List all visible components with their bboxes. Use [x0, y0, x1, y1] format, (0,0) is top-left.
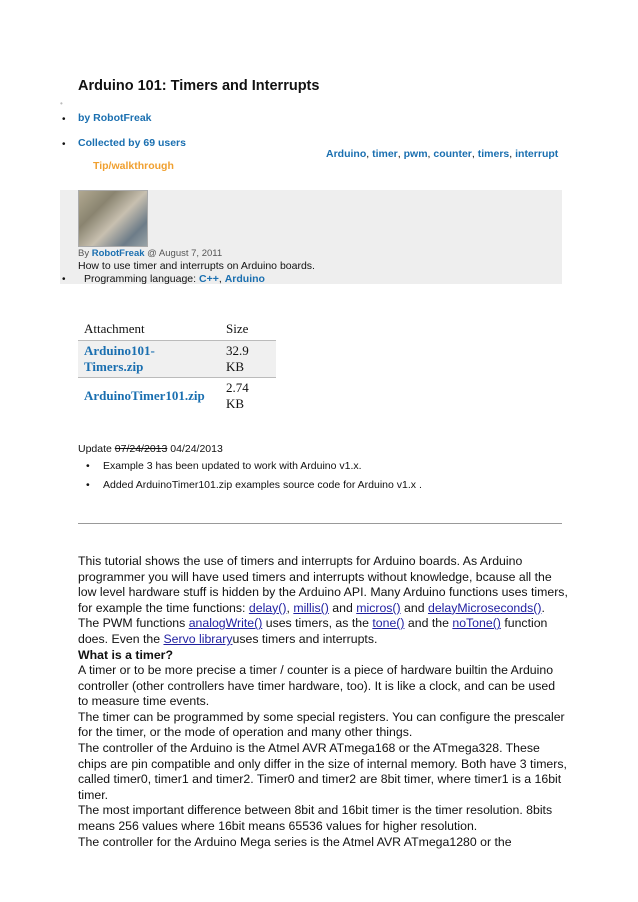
attachment-link[interactable]: ArduinoTimer101.zip	[84, 388, 205, 403]
byline: By RobotFreak @ August 7, 2011	[78, 248, 223, 259]
bullet-icon: •	[62, 274, 66, 285]
thumbnail-image[interactable]	[78, 190, 148, 247]
tone-link[interactable]: tone()	[372, 616, 405, 631]
byline-author-link[interactable]: RobotFreak	[91, 248, 145, 259]
millis-link[interactable]: millis()	[293, 600, 329, 615]
tag-link[interactable]: Arduino	[326, 148, 367, 160]
old-date: 07/24/2013	[114, 443, 168, 455]
list-item: • Example 3 has been updated to work with Arduino v1.x.	[78, 460, 422, 479]
tag-link[interactable]: counter	[433, 148, 472, 160]
attachments-table	[78, 318, 276, 414]
new-date: 04/24/2013	[170, 443, 223, 455]
bullet-icon: •	[60, 99, 63, 108]
divider	[78, 523, 562, 524]
notone-link[interactable]: noTone()	[452, 616, 501, 631]
programming-language: Programming language: C++, Arduino	[84, 273, 265, 285]
section-body: A timer or to be more precise a timer / counter is a piece of hardware builtin the Arduino controller (other controllers have timer hardware, too). It is like a clock, and can be used to measure time events. The timer can be programmed by some special registers. You can configure the prescaler for the timer, or the mode of operation and many other things. The controller of the Arduino is the Atmel AVR ATmega168 or the ATmega328. These chips are pin compatible and only differ in the size of internal memory. Both have 3 timers, called timer0, timer1 and timer2. Timer0 and timer2 are 8bit timer, where timer1 is a 16bit timer. The most important difference between 8bit and 16bit timer is the timer resolution. 8bits means 256 values where 16bit means 65536 values for higher resolution. The controller for the Arduino Mega series is the Atmel AVR ATmega1280 or the	[78, 663, 567, 849]
tag-link[interactable]: interrupt	[515, 148, 559, 160]
language-link[interactable]: Arduino	[224, 273, 265, 285]
page-title: Arduino 101: Timers and Interrupts	[78, 78, 320, 94]
delay-link[interactable]: delay()	[248, 600, 287, 615]
section-heading: What is a timer?	[78, 648, 173, 662]
category-link[interactable]: Tip/walkthrough	[93, 160, 174, 172]
update-line: Update 07/24/2013 04/24/2013	[78, 443, 223, 455]
column-header-size: Size	[226, 321, 249, 336]
language-link[interactable]: C++	[199, 273, 219, 285]
column-header-attachment: Attachment	[84, 321, 145, 336]
collected-by-link[interactable]: Collected by 69 users	[78, 137, 186, 149]
attachment-size: 2.74 KB	[220, 378, 276, 415]
delay-microseconds-link[interactable]: delayMicroseconds()	[428, 600, 542, 615]
analogwrite-link[interactable]: analogWrite()	[188, 616, 263, 631]
tag-link[interactable]: timers	[477, 148, 510, 160]
micros-link[interactable]: micros()	[356, 600, 401, 615]
attachment-size: 32.9 KB	[220, 341, 276, 378]
list-item: • Added ArduinoTimer101.zip examples source code for Arduino v1.x .	[78, 479, 422, 498]
servo-library-link[interactable]: Servo library	[163, 631, 233, 646]
table-row	[78, 378, 276, 415]
tag-link[interactable]: pwm	[403, 148, 428, 160]
intro-paragraph: This tutorial shows the use of timers and interrupts for Arduino boards. As Arduino programmer you will have used timers and interrupts without knowledge, bcause all the low level hardware stuff is hidden by the Arduino API. Many Arduino functions uses timers, for example the time functions: delay(), millis() and micros() and delayMicroseconds(). The PWM functions analogWrite() uses timers, as the tone() and the noTone() function does. Even the Servo libraryuses timers and interrupts.	[78, 554, 568, 646]
tag-list: Arduino, timer, pwm, counter, timers, interrupt	[326, 148, 559, 160]
author-link[interactable]: by RobotFreak	[78, 112, 152, 124]
bullet-icon: •	[62, 114, 66, 125]
bullet-icon: •	[62, 139, 66, 150]
update-list	[78, 460, 422, 498]
table-row	[78, 341, 276, 378]
attachment-link[interactable]: Arduino101-Timers.zip	[84, 343, 155, 374]
tag-link[interactable]: timer	[372, 148, 398, 160]
summary-description: How to use timer and interrupts on Arduino boards.	[78, 260, 315, 272]
